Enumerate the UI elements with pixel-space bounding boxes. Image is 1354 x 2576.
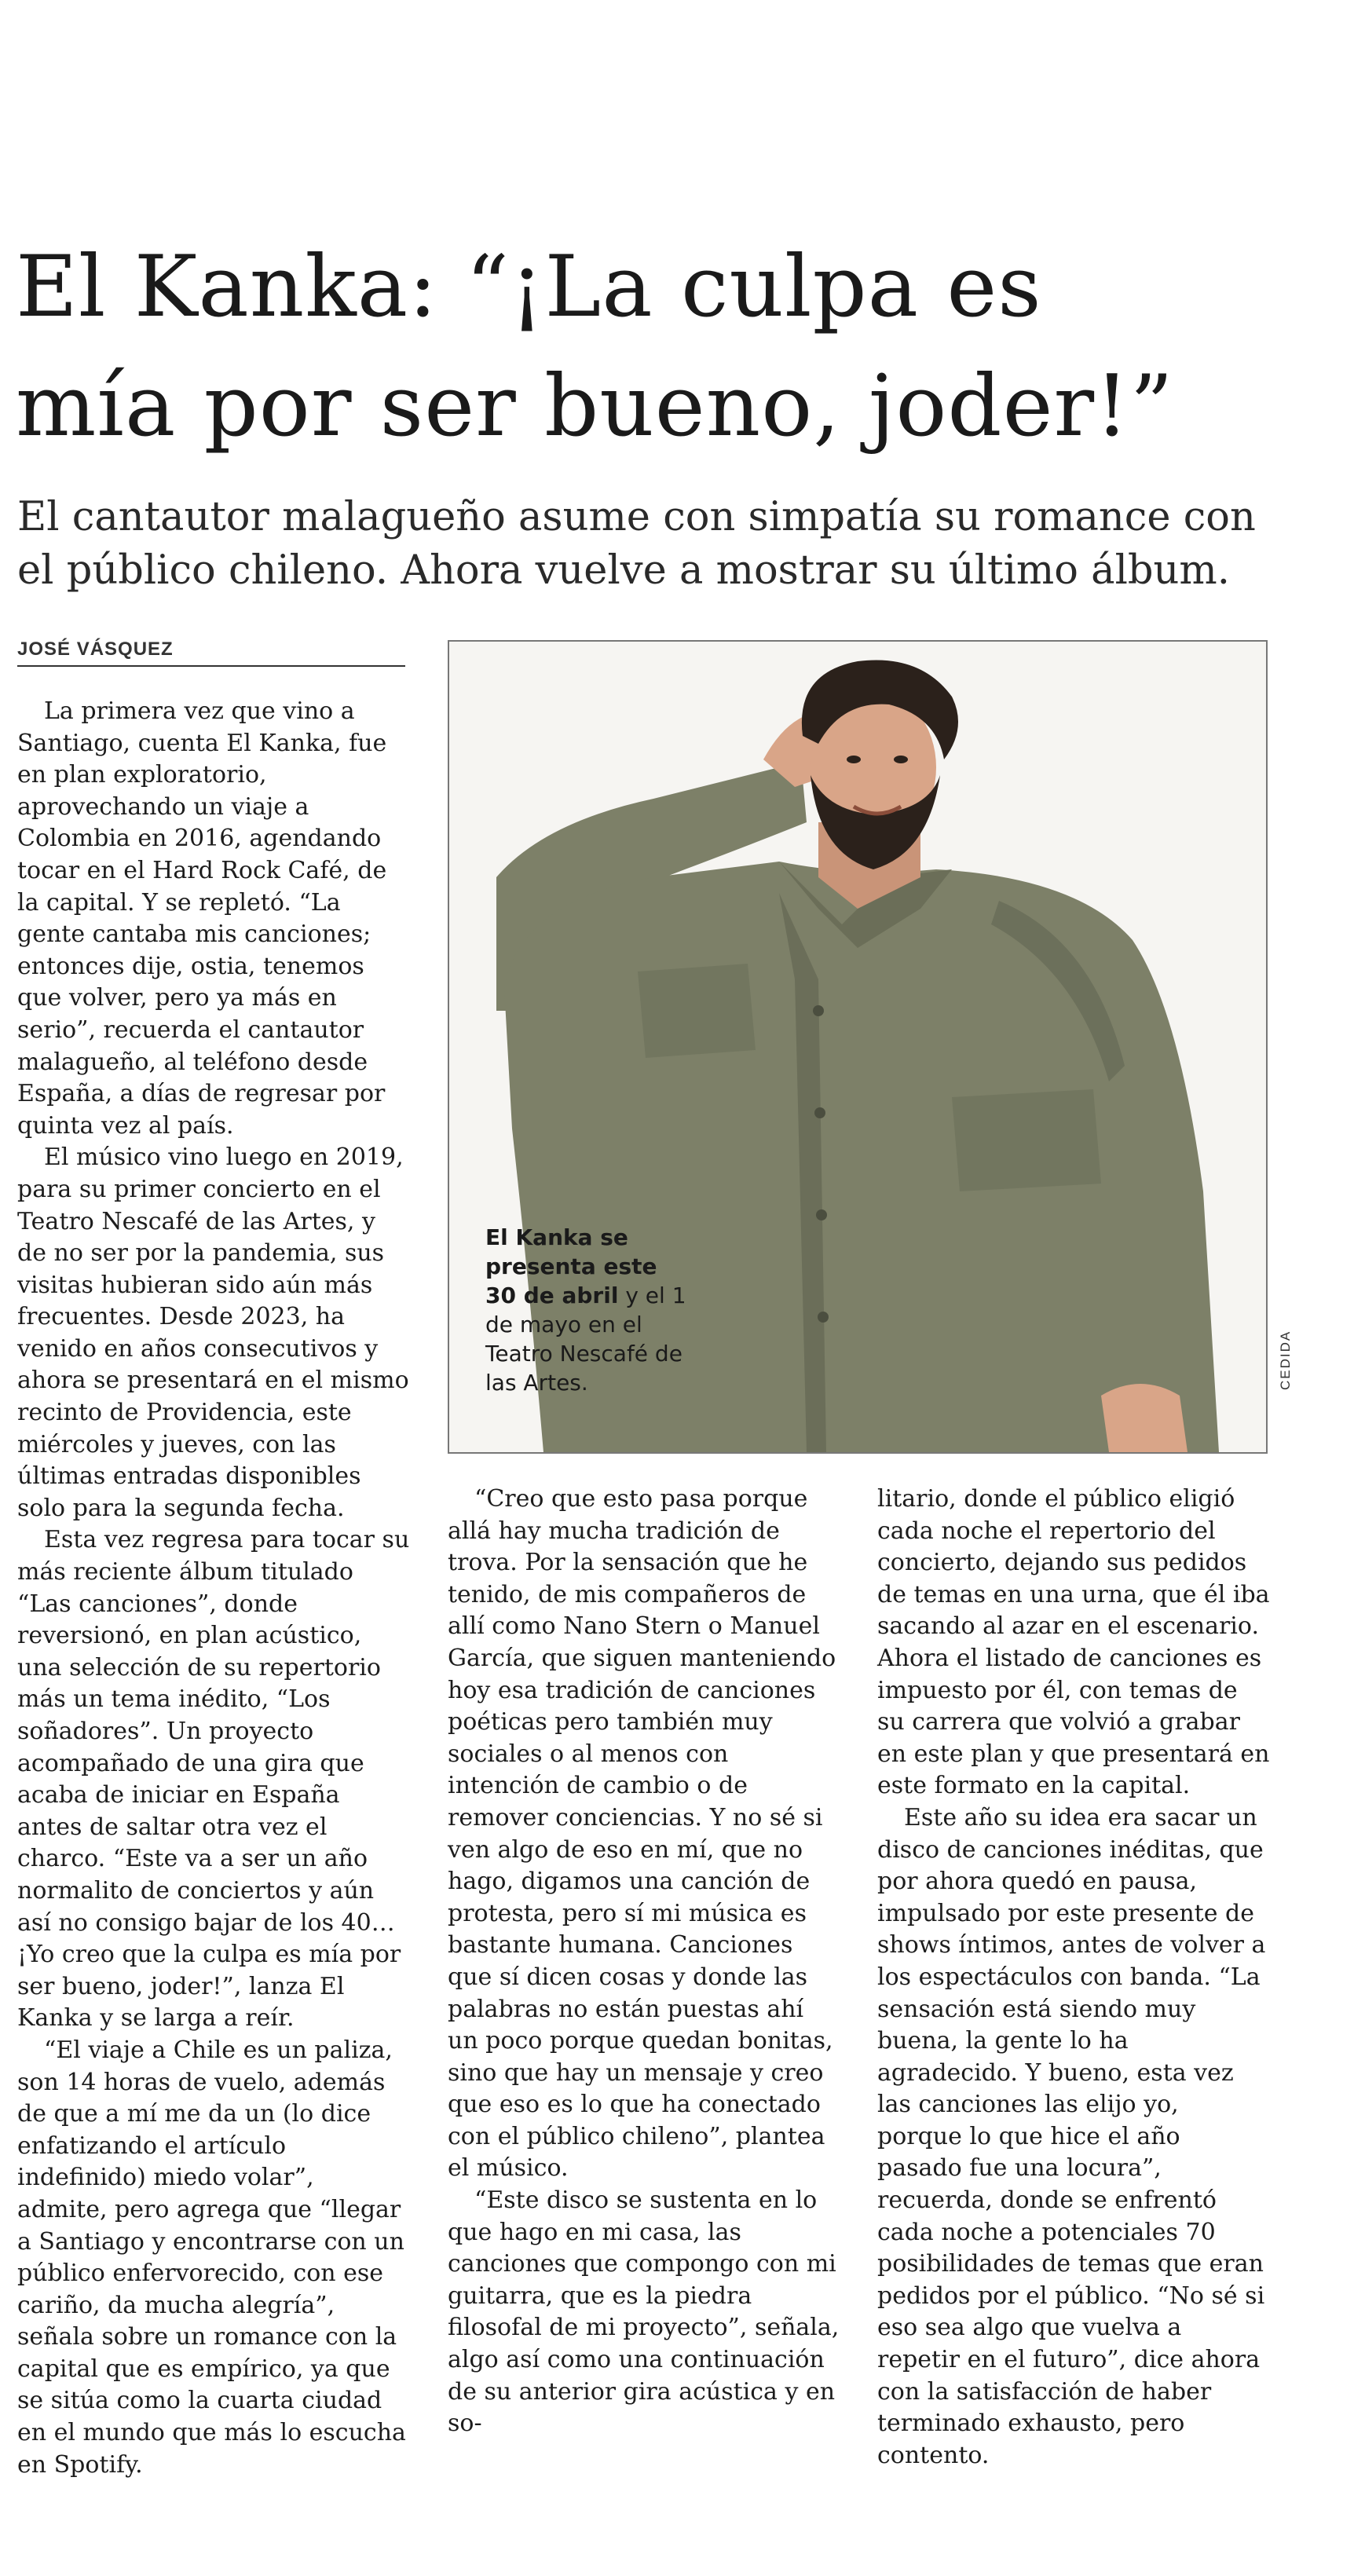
- photo-caption: [485, 1223, 690, 1397]
- headline-line-2: mía por ser bueno, joder!”: [16, 357, 1174, 456]
- paragraph: “Creo que esto pasa porque allá hay mucha tradición de trova. Por la sensación que he tenido, de mis compañeros de allí como Nano Stern o Manuel García, que siguen manteniendo hoy esa tradición de canciones poéticas pero también muy sociales o al menos con intención de cambio o de remover conciencias. Y no sé si ven algo de eso en mí, que no hago, digamos una canción de protesta, pero sí mi música es bastante humana. Canciones que sí dicen cosas y donde las palabras no están puestas ahí un poco porque quedan bonitas, sino que hay un mensaje y creo que eso es lo que ha conectado con el público chileno”, plantea el músico.: [448, 1485, 836, 2183]
- paragraph: “El viaje a Chile es un paliza, son 14 horas de vuelo, además de que a mí me da un (lo dice enfatizando el artículo indefinido) miedo volar”, admite, pero agrega que “llegar a Santiago y encontrarse con un público enfervorecido, con ese cariño, da mucha alegría”, señala sobre un romance con la capital que es empírico, ya que se sitúa como la cuarta ciudad en el mundo que más lo escucha en Spotify.: [17, 2036, 406, 2479]
- headline: [16, 228, 1335, 467]
- paragraph: Este año su idea era sacar un disco de canciones inéditas, que por ahora quedó en pausa, impulsado por este presente de shows íntimos, antes de volver a los espectáculos con banda. “La sensación está siendo muy buena, la gente lo ha agradecido. Y bueno, esta vez las canciones las elijo yo, porque lo que hice el año pasado fue una locura”, recuerda, donde se enfrentó cada noche a potenciales 70 posibilidades de temas que eran pedidos por el público. “No sé si eso sea algo que vuelva a repetir en el futuro”, dice ahora con la satisfacción de haber terminado exhausto, pero contento.: [877, 1803, 1266, 2469]
- subheadline-line-1: El cantautor malagueño asume con simpatía su romance con: [17, 494, 1256, 540]
- paragraph: Esta vez regresa para tocar su más reciente álbum titulado “Las canciones”, donde reversionó, en plan acústico, una selección de su repertorio más un tema inédito, “Los soñadores”. Un proyecto acompañado de una gira que acaba de iniciar en España antes de saltar otra vez el charco. “Este va a ser un año normalito de conciertos y aún así no consigo bajar de los 40… ¡Yo creo que la culpa es mía por ser bueno, joder!”, lanza El Kanka y se larga a reír.: [17, 1526, 410, 2033]
- paragraph: La primera vez que vino a Santiago, cuenta El Kanka, fue en plan exploratorio, aprovechando un viaje a Colombia en 2016, agendando tocar en el Hard Rock Café, de la capital. Y se repletó. “La gente cantaba mis canciones; entonces dije, ostia, tenemos que volver, pero ya más en serio”, recuerda el cantautor malagueño, al teléfono desde España, a días de regresar por quinta vez al país.: [17, 697, 387, 1140]
- paragraph: “Este disco se sustenta en lo que hago en mi casa, las canciones que compongo con mi guitarra, que es la piedra filosofal de mi proyecto”, señala, algo así como una continuación de su anterior gira acústica y en so-: [448, 2186, 840, 2438]
- paragraph: litario, donde el público eligió cada noche el repertorio del concierto, dejando sus pedidos de temas en una urna, que él iba sacando al azar en el escenario. Ahora el listado de canciones es impuesto por él, con temas de su carrera que volvió a grabar en este plan y que presentará en este formato en la capital.: [877, 1485, 1270, 1800]
- photo-caption-text: y el 1 de mayo en el Teatro Nescafé de las Artes.: [485, 1283, 686, 1396]
- article-column-1: [17, 696, 410, 2481]
- article-photo: [448, 640, 1268, 1454]
- photo-credit: CEDIDA: [1278, 1330, 1293, 1390]
- subheadline: [17, 491, 1337, 598]
- article-column-3: [877, 1484, 1270, 2472]
- article-column-2: [448, 1484, 840, 2440]
- photo-caption-bold: El Kanka se presenta este 30 de abril: [485, 1224, 657, 1308]
- byline: JOSÉ VÁSQUEZ: [17, 639, 405, 667]
- paragraph: El músico vino luego en 2019, para su primer concierto en el Teatro Nescafé de las Artes, y de no ser por la pandemia, sus visitas hubieran sido aún más frecuentes. Desde 2023, ha venido en años consecutivos y ahora se presentará en el mismo recinto de Providencia, este miércoles y jueves, con las últimas entradas disponibles solo para la segunda fecha.: [17, 1143, 409, 1522]
- headline-line-1: El Kanka: “¡La culpa es: [16, 238, 1042, 336]
- subheadline-line-2: el público chileno. Ahora vuelve a mostrar su último álbum.: [17, 547, 1230, 594]
